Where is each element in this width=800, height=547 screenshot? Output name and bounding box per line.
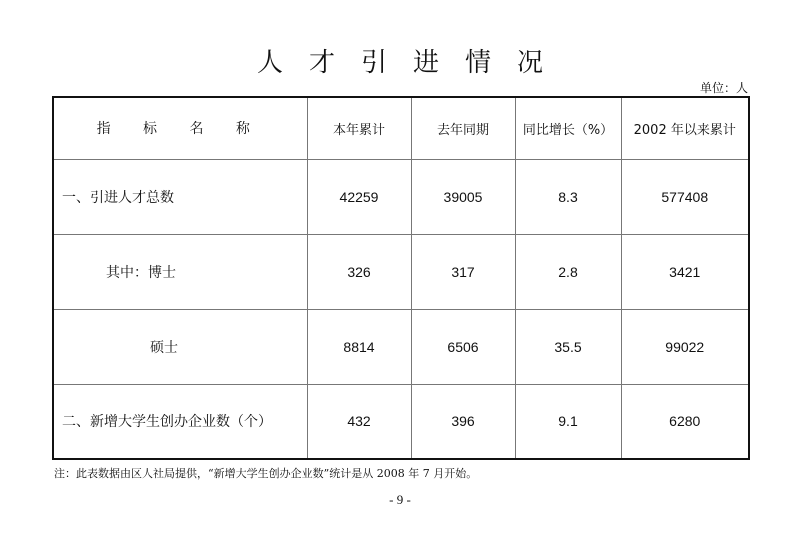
cell-value: 3421: [621, 234, 749, 309]
cell-value: 6280: [621, 384, 749, 459]
table-row: [53, 159, 749, 234]
table-header-row: [53, 97, 749, 159]
header-yoy-growth: 同比增长（%）: [515, 97, 621, 159]
table-row: [53, 384, 749, 459]
row-label: 其中：博士: [53, 234, 307, 309]
cell-value: 396: [411, 384, 515, 459]
cell-value: 39005: [411, 159, 515, 234]
header-since-2002: 2002 年以来累计: [621, 97, 749, 159]
cell-value: 577408: [621, 159, 749, 234]
header-last-year: 去年同期: [411, 97, 515, 159]
cell-value: 35.5: [515, 309, 621, 384]
table-row: [53, 309, 749, 384]
header-this-year: 本年累计: [307, 97, 411, 159]
cell-value: 326: [307, 234, 411, 309]
cell-value: 8814: [307, 309, 411, 384]
cell-value: 317: [411, 234, 515, 309]
unit-label: 单位：人: [699, 81, 748, 95]
row-label: 一、引进人才总数: [53, 159, 307, 234]
table-row: [53, 234, 749, 309]
cell-value: 99022: [621, 309, 749, 384]
cell-value: 432: [307, 384, 411, 459]
cell-value: 42259: [307, 159, 411, 234]
cell-value: 8.3: [515, 159, 621, 234]
cell-value: 9.1: [515, 384, 621, 459]
page-title: 人才引进情况: [256, 48, 569, 78]
talent-table: [52, 96, 750, 460]
row-label: 二、新增大学生创办企业数（个）: [53, 384, 307, 459]
page-number: - 9 -: [389, 492, 411, 507]
cell-value: 2.8: [515, 234, 621, 309]
table-footnote: 注：此表数据由区人社局提供，“新增大学生创办企业数”统计是从 2008 年 7 月开始。: [54, 467, 478, 480]
row-label: 硕士: [53, 309, 307, 384]
header-indicator-name: 指 标 名 称: [53, 97, 307, 159]
cell-value: 6506: [411, 309, 515, 384]
